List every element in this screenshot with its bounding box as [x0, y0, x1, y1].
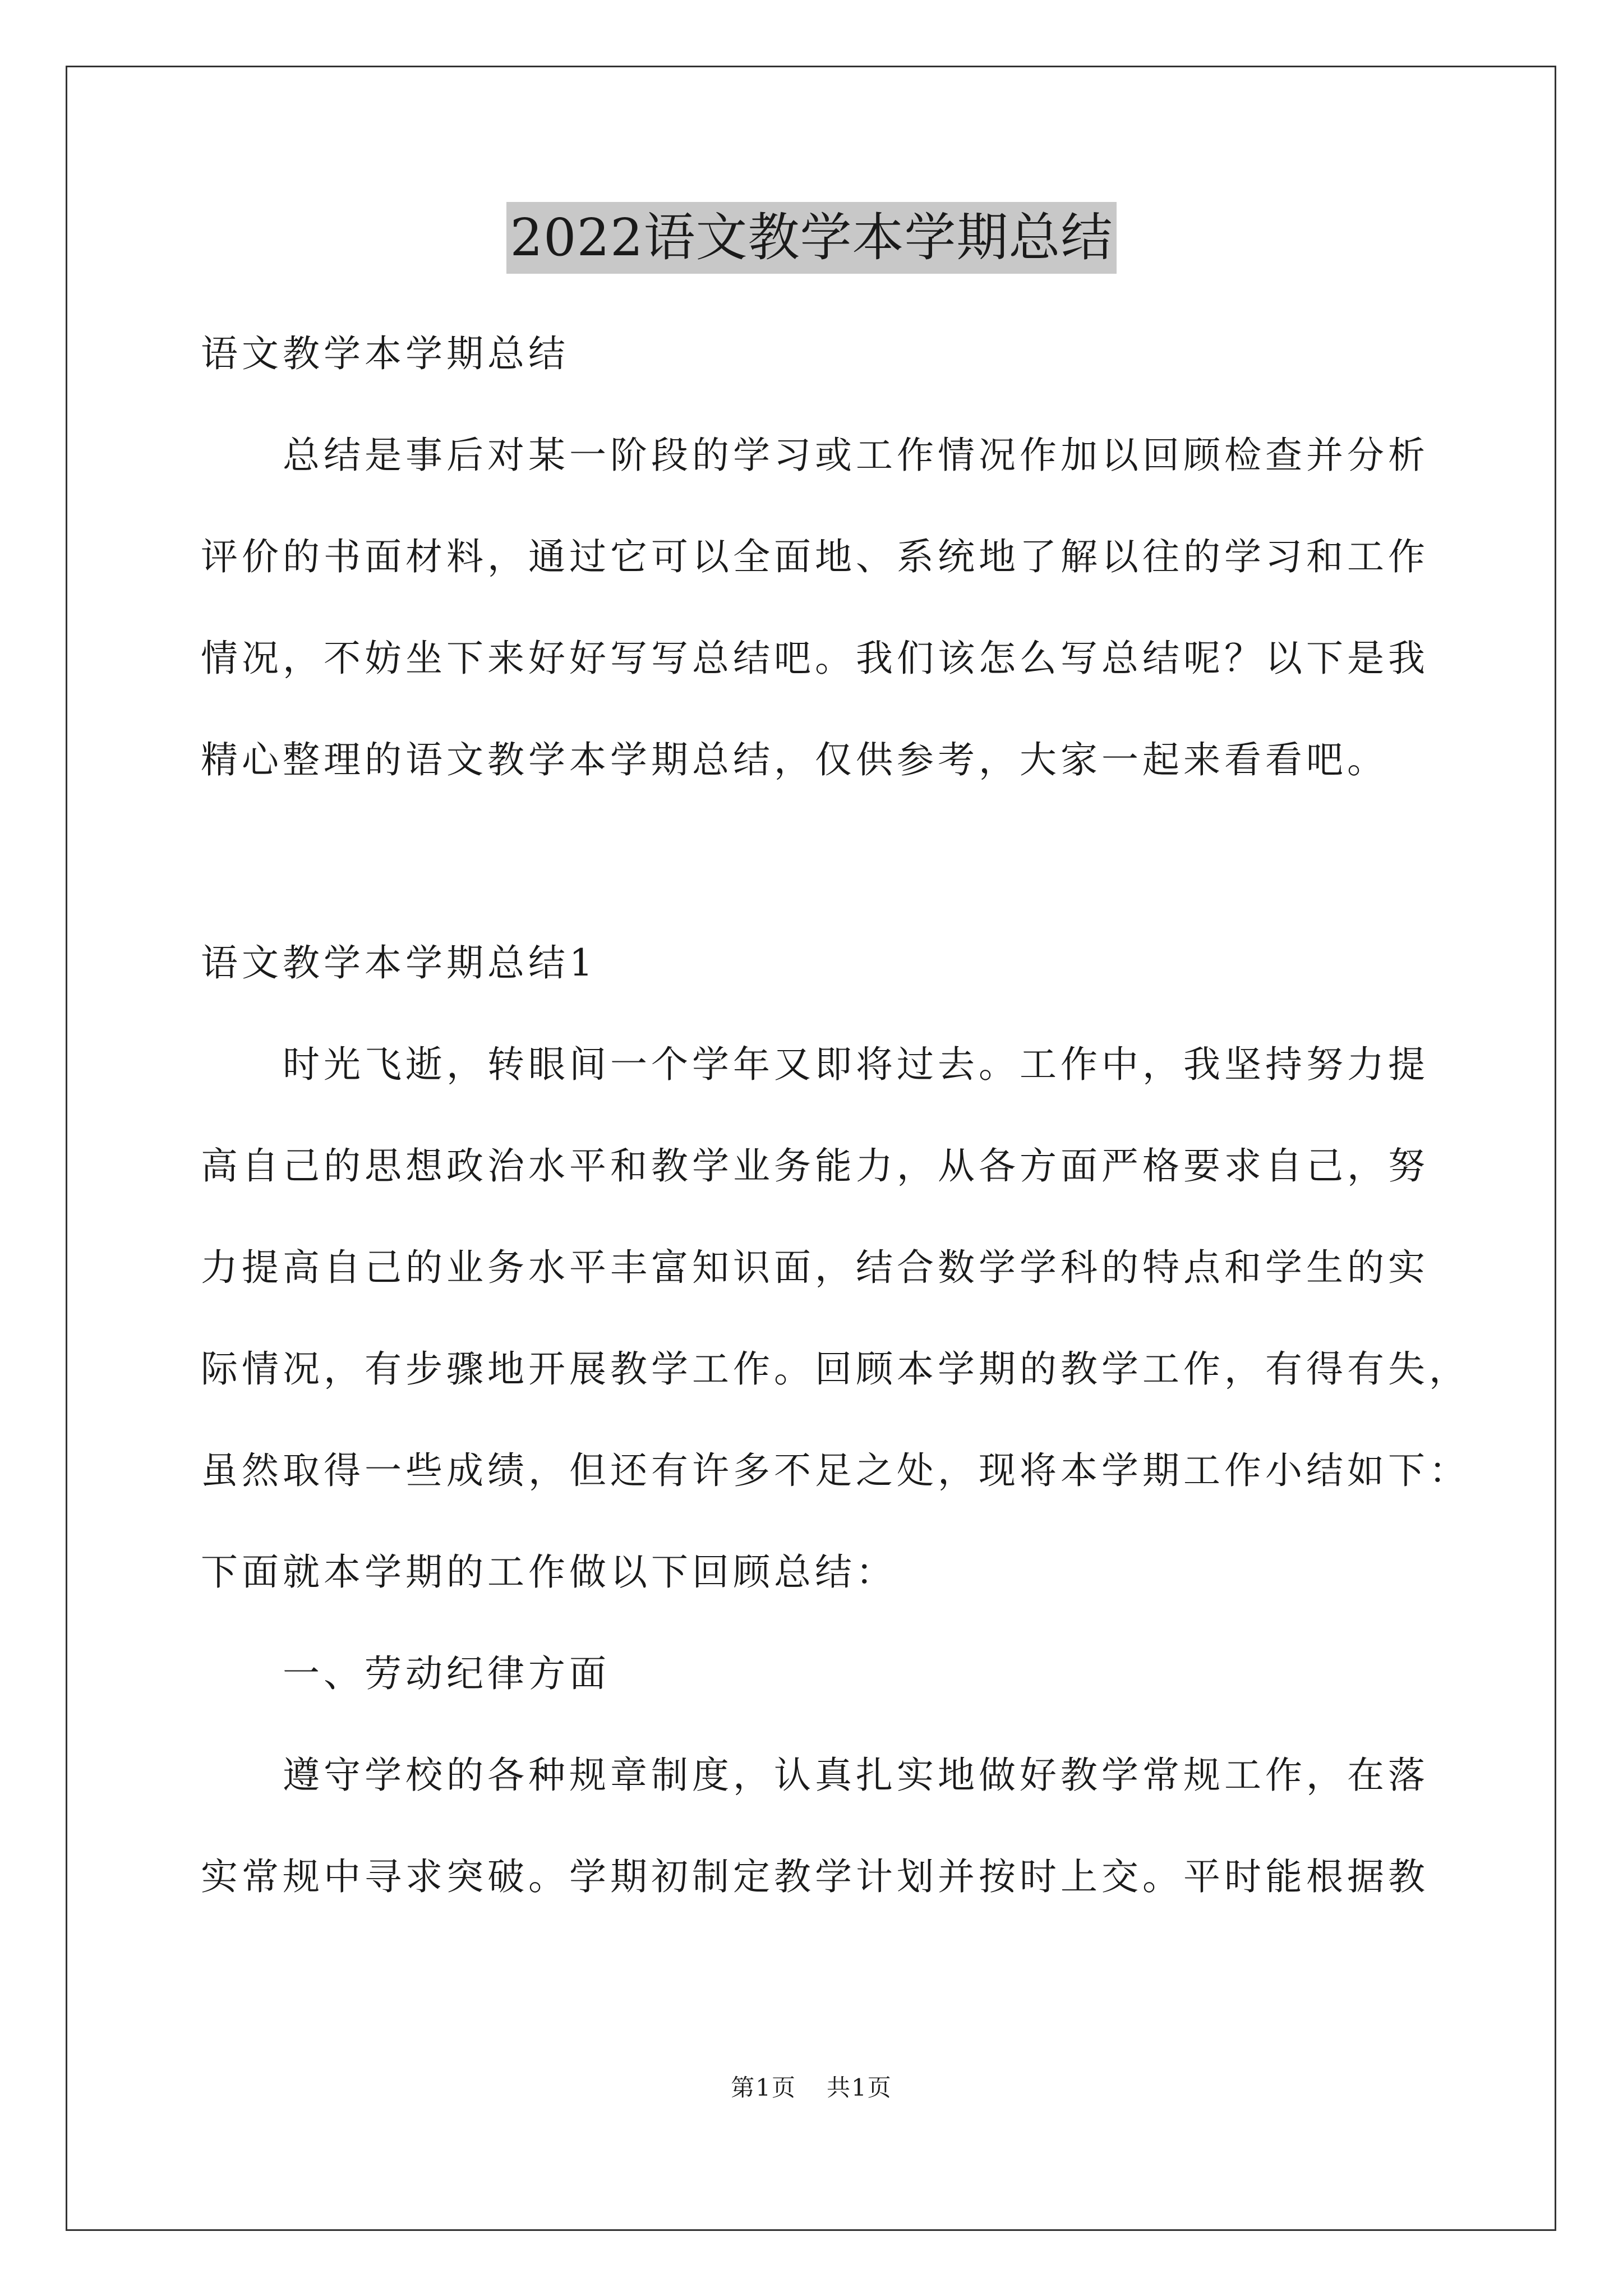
- title-container: [0, 202, 1623, 274]
- paragraph-line: 情况，不妨坐下来好好写写总结吧。我们该怎么写总结呢？以下是我: [201, 637, 1429, 680]
- paragraph-line: 评价的书面材料，通过它可以全面地、系统地了解以往的学习和工作: [201, 535, 1429, 578]
- section-heading-intro: 语文教学本学期总结: [201, 332, 569, 375]
- paragraph-line: 际情况，有步骤地开展教学工作。回顾本学期的教学工作，有得有失，: [201, 1347, 1470, 1391]
- paragraph-line: 虽然取得一些成绩，但还有许多不足之处，现将本学期工作小结如下：: [201, 1449, 1470, 1492]
- paragraph-line: 实常规中寻求突破。学期初制定教学计划并按时上交。平时能根据教: [201, 1855, 1429, 1898]
- paragraph-line: 遵守学校的各种规章制度，认真扎实地做好教学常规工作，在落: [283, 1754, 1429, 1797]
- page-number-total: 共1页: [827, 2074, 892, 2101]
- paragraph-line: 时光飞逝，转眼间一个学年又即将过去。工作中，我坚持努力提: [283, 1043, 1429, 1086]
- page-footer: [0, 2071, 1623, 2105]
- page-number-current: 第1页: [731, 2074, 796, 2101]
- subsection-heading: 一、劳动纪律方面: [283, 1652, 610, 1695]
- paragraph-line: 力提高自己的业务水平丰富知识面，结合数学学科的特点和学生的实: [201, 1246, 1429, 1289]
- paragraph-line: 精心整理的语文教学本学期总结，仅供参考，大家一起来看看吧。: [201, 738, 1388, 781]
- paragraph-line: 下面就本学期的工作做以下回顾总结：: [201, 1550, 897, 1594]
- section-heading-1: 语文教学本学期总结1: [201, 941, 597, 984]
- paragraph-line: 高自己的思想政治水平和教学业务能力，从各方面严格要求自己，努: [201, 1144, 1429, 1188]
- blank-line: [201, 811, 1457, 912]
- paragraph-line: 总结是事后对某一阶段的学习或工作情况作加以回顾检查并分析: [283, 434, 1429, 477]
- document-body: [201, 303, 1470, 1927]
- document-title: 2022语文教学本学期总结: [506, 202, 1116, 274]
